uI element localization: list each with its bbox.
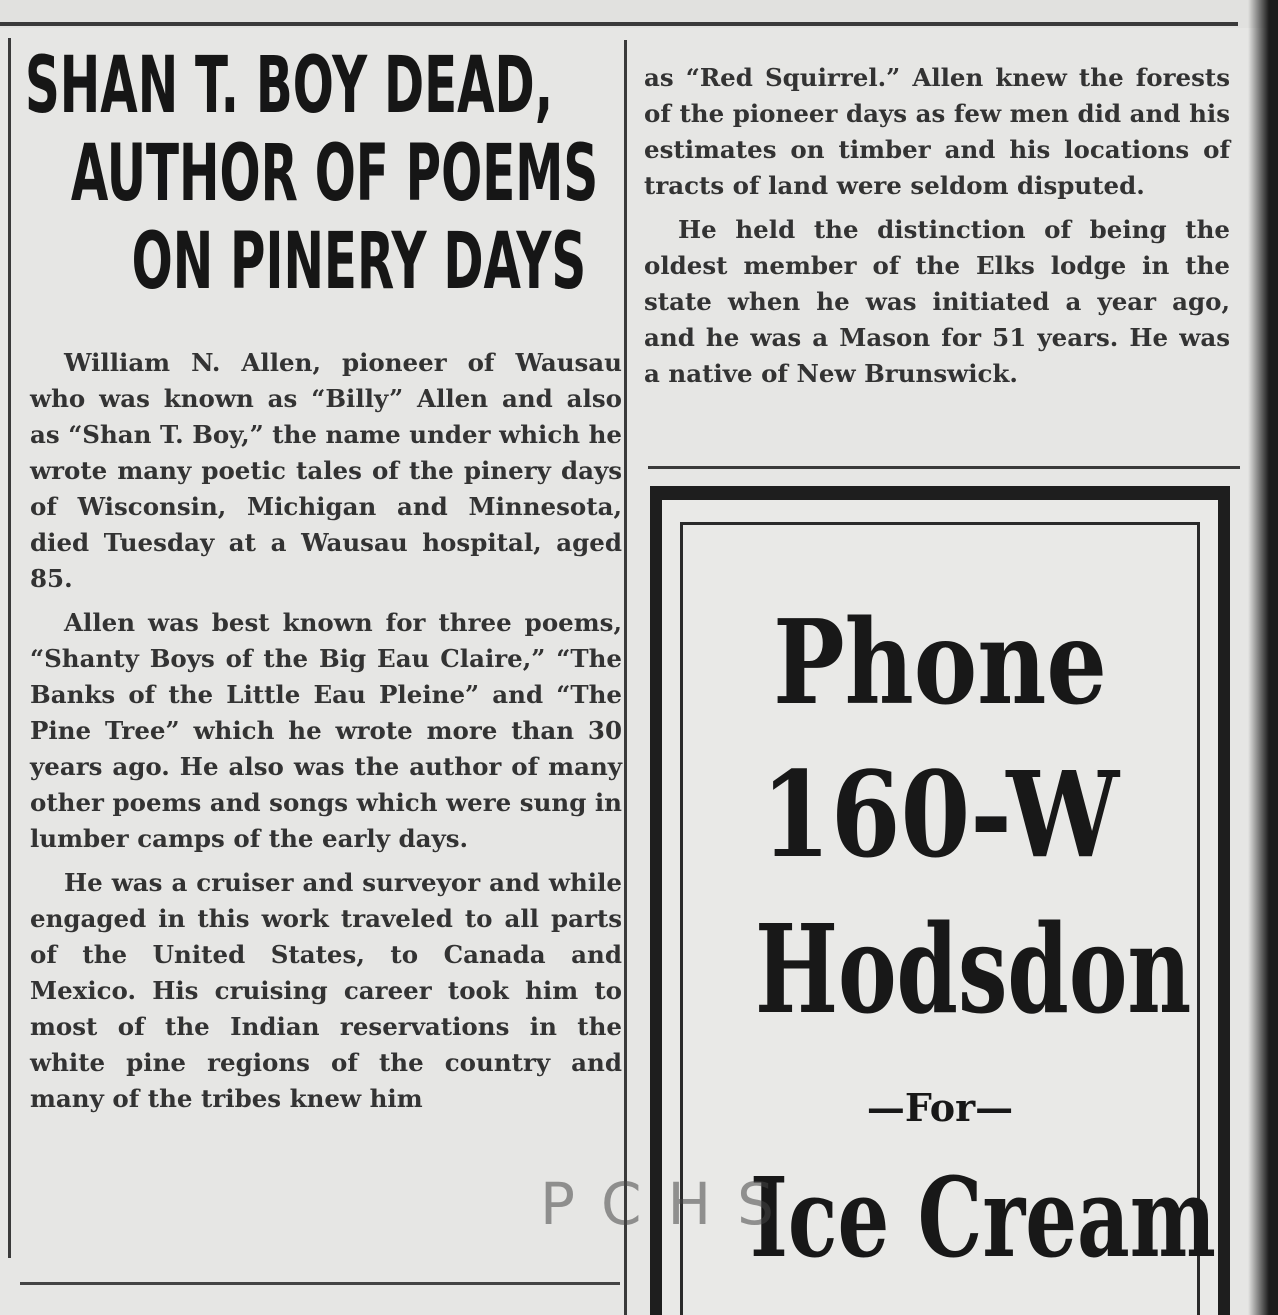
ad-product: Ice Cream [749, 1153, 1216, 1282]
page-edge-shadow [1248, 0, 1278, 1315]
column-divider [624, 40, 627, 1315]
article-paragraph-3: He was a cruiser and surveyor and while engaged in this work traveled to all parts of the United States, to Canada and Mexico. His cruising career took him to most of the Indian reservations in the white pine regions of the country and many of the tribes knew him [30, 868, 622, 1113]
watermark: PCHS [540, 1170, 800, 1238]
article-paragraph-2: Allen was best known for three poems, “Shanty Boys of the Big Eau Claire,” “The Banks of the Little Eau Pleine” and “The Pine Tree” which he wrote more than 30 years ago. He also was the author of many other poems and songs which were sung in lumber camps of the early days. [30, 608, 622, 853]
article-headline [20, 41, 599, 307]
headline-line-1: SHAN T. BOY DEAD, [24, 41, 554, 131]
ad-top-rule [648, 466, 1240, 469]
page-top-edge [0, 0, 1278, 28]
top-rule [0, 22, 1238, 26]
ad-phone-label: Phone [773, 595, 1107, 731]
ad-business-name: Hodsdon [754, 897, 1192, 1041]
ad-for-label: —For— [866, 1085, 1014, 1130]
headline-line-3: ON PINERY DAYS [131, 217, 587, 307]
article-paragraph-4: He held the distinction of being the oldest member of the Elks lodge in the state when he was initiated a year ago, and he was a Mason for 51 years. He was a native of New Brunswick. [644, 215, 1230, 388]
left-column-rule [8, 38, 11, 1258]
ad-phone-number: 160-W [760, 745, 1120, 884]
article-paragraph-3-continued: as “Red Squirrel.” Allen knew the forests of the pioneer days as few men did and his estimates on timber and his locations of tracts of land were seldom disputed. [644, 63, 1230, 200]
column-bottom-rule [20, 1282, 620, 1285]
article-column-right [644, 60, 1230, 400]
article-paragraph-1: William N. Allen, pioneer of Wausau who was known as “Billy” Allen and also as “Shan T. Boy,” the name under which he wrote many poetic tales of the pinery days of Wisconsin, Michigan and Minnesota, died Tuesday at a Wausau hospital, aged 85. [30, 348, 622, 593]
headline-line-2: AUTHOR OF POEMS [70, 129, 599, 219]
article-column-left [30, 345, 622, 1125]
